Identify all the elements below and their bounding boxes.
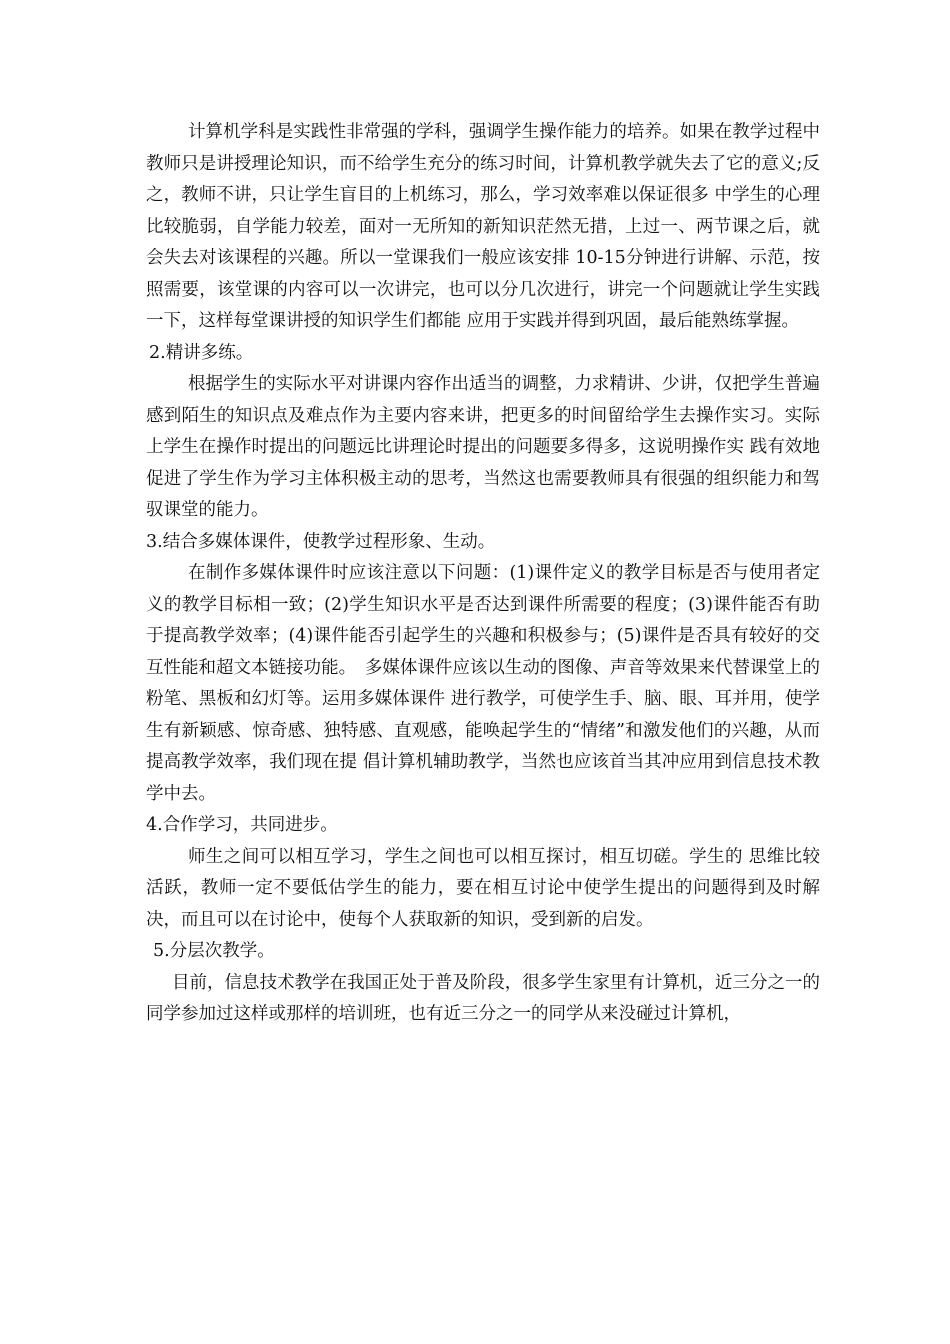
heading-2: 2.精讲多练。 xyxy=(149,342,254,363)
paragraph-concise-teaching: 根据学生的实际水平对讲课内容作出适当的调整，力求精讲、少讲，仅把学生普遍 感到陌生的知识点及难点作为主要内容来讲，把更多的时间留给学生去操作实习。实际上学生在操作时提出的问题远比讲理论时提出的问题要多得多，这说明操作实 践有效地促进了学生作为学习主体积极主动的思考，当然这也需要教师具有很强的组织能力和驾驭课堂的能力。 xyxy=(146,374,820,520)
paragraph-cooperative-learning: 师生之间可以相互学习，学生之间也可以相互探讨，相互切磋。学生的 思维比较活跃，教师一定不要低估学生的能力，要在相互讨论中使学生提出的问题得到及时解决，而且可以在讨论中，使每个人获取新的知识，受到新的启发。 xyxy=(146,846,820,930)
paragraph-multimedia: 在制作多媒体课件时应该注意以下问题：(1)课件定义的教学目标是否与使用者定义的教学目标相一致；(2)学生知识水平是否达到课件所需要的程度；(3)课件能否有助于提高教学效率；(4)课件能否引起学生的兴趣和积极参与；(5)课件是否具有较好的交互性能和超文本链接功能。 多媒体课件应该以生动的图像、声音等效果来代替课堂上的粉笔、黑板和幻灯等。运用多媒体课件 进行教学，可使学生手、脑、眼、耳并用，使学生有新颖感、惊奇感、独特感、直观感，能唤起学生的“情绪”和激发他们的兴趣，从而提高教学效率，我们现在提 倡计算机辅助教学，当然也应该首当其冲应用到信息技术教学中去。 xyxy=(146,563,820,804)
document-body xyxy=(146,117,820,1031)
heading-4: 4.合作学习，共同进步。 xyxy=(146,815,338,835)
heading-3: 3.结合多媒体课件，使教学过程形象、生动。 xyxy=(146,531,496,552)
paragraph-practice-importance: 计算机学科是实践性非常强的学科，强调学生操作能力的培养。如果在教学过程中 教师只是讲授理论知识，而不给学生充分的练习时间，计算机教学就失去了它的意义;反之，教师不讲，只让学生盲目的上机练习，那么，学习效率难以保证很多 中学生的心理比较脆弱，自学能力较差，面对一无所知的新知识茫然无措，上过一、两节课之后，就会失去对该课程的兴趣。所以一堂课我们一般应该安排 10-15分钟进行讲解、示范，按照需要，该堂课的内容可以一次讲完，也可以分几次进行，讲完一个问题就让学生实践一下，这样每堂课讲授的知识学生们都能 应用于实践并得到巩固，最后能熟练掌握。 xyxy=(146,122,820,331)
heading-5: 5.分层次教学。 xyxy=(153,941,275,961)
paragraph-layered-teaching: 目前，信息技术教学在我国正处于普及阶段，很多学生家里有计算机，近三分之一的同学参加过这样或那样的培训班，也有近三分之一的同学从来没碰过计算机， xyxy=(146,972,820,1024)
